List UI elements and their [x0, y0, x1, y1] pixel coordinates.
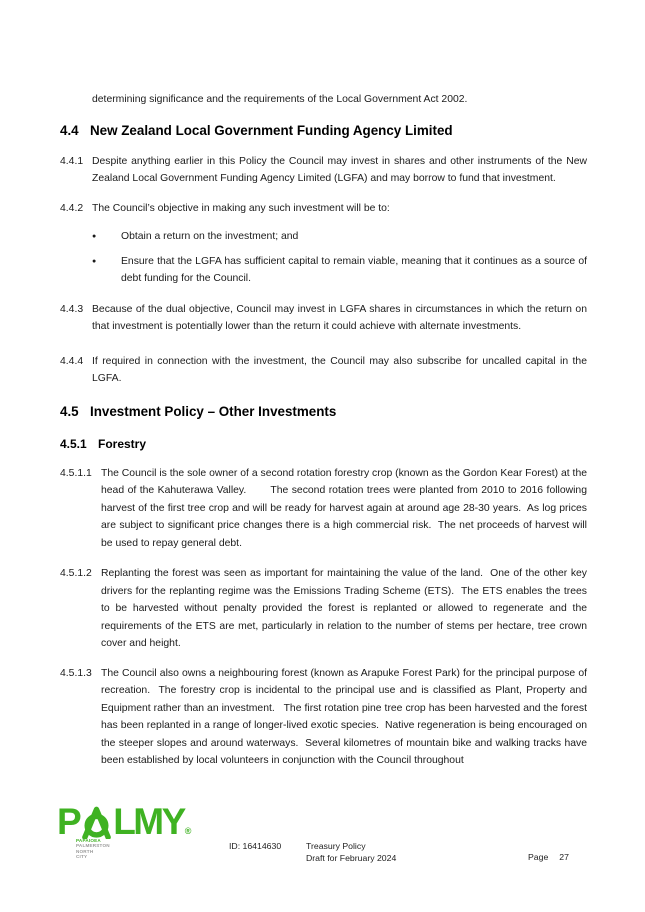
logo-letters-lmy: LMY	[113, 801, 184, 842]
registered-trademark-icon: ®	[184, 826, 192, 836]
clause-text: If required in connection with the investment, the Council may also subscribe for uncalled capital in the LGFA.	[92, 355, 587, 384]
logo-subtext-line: NORTH	[76, 848, 94, 854]
clause-text: Despite anything earlier in this Policy the Council may invest in shares and other instruments of the New Zealand Local Government Funding Agency Limited (LGFA) and may borrow to fund that investment.	[92, 155, 587, 184]
heading-4-5	[60, 403, 587, 420]
page-number-value: 27	[559, 852, 569, 862]
footer-document-subtitle: Draft for February 2024	[306, 852, 397, 863]
heading-number: 4.5	[60, 403, 79, 419]
palmy-a-mountain-icon	[81, 803, 112, 839]
logo-subtext-line: PALMERSTON	[76, 843, 110, 849]
heading-4-4	[60, 122, 587, 139]
bullet-text: Obtain a return on the investment; and	[121, 231, 299, 242]
clause-number: 4.4.1	[60, 155, 84, 167]
clause-4-4-4	[60, 353, 587, 388]
heading-title: New Zealand Local Government Funding Agency Limited	[90, 122, 453, 138]
footer-page-number	[528, 852, 569, 864]
paragraph-continuation: determining significance and the requirements of the Local Government Act 2002.	[92, 94, 468, 105]
bullet-icon: ●	[92, 257, 97, 265]
footer-document-title: Treasury Policy	[306, 841, 366, 851]
clause-4-5-1-2	[60, 565, 587, 653]
heading-number: 4.4	[60, 122, 79, 138]
clause-text: Because of the dual objective, Council may invest in LGFA shares in circumstances in which the return on that investment is potentially lower than the return it could achieve with alternate investments.	[92, 303, 587, 332]
clause-4-4-3	[60, 301, 587, 336]
palmy-logo	[57, 803, 191, 860]
clause-number: 4.4.3	[60, 303, 84, 315]
clause-number: 4.5.1.2	[60, 568, 92, 579]
clause-4-4-1	[60, 153, 587, 188]
footer-document-title-block	[306, 841, 396, 864]
clause-4-5-1-3	[60, 665, 587, 770]
bullet-icon: ●	[92, 233, 97, 240]
clause-4-5-1-1	[60, 465, 587, 553]
clause-number: 4.5.1.1	[60, 467, 92, 479]
clause-text: The Council also owns a neighbouring forest (known as Arapuke Forest Park) for the principal purpose of recreation. The forestry crop is incidental to the principal use and is classified as Plant, Property and Equipment rather than an investment. The first rotation pine tree crop has been harvested and the forest has been replanted in a range of longer-lived exotic species. Native regeneration is being encouraged on the steeper slopes and around waterways. Several kilometres of mountain bike and walking tracks have been established by local volunteers in conjunction with the Council throughout	[101, 667, 587, 766]
bullet-item	[92, 228, 587, 246]
logo-subtext-line: PAPAIOEA	[76, 838, 101, 843]
logo-subtext-line: CITY	[76, 854, 88, 860]
logo-letter-p: P	[57, 801, 80, 842]
clause-4-4-2	[60, 200, 587, 218]
clause-text: Replanting the forest was seen as important for maintaining the value of the land. One of the other key drivers for the replanting regime was the Emissions Trading Scheme (ETS). The ETS enables the trees to be harvested without penalty provided the forest is replanted or allowed to regenerate and the requirements of the ETS are met, particularly in relation to the number of stems per hectare, tree crown cover and height.	[101, 568, 587, 649]
clause-number: 4.4.2	[60, 202, 84, 214]
clause-text: The Council’s objective in making any such investment will be to:	[92, 202, 390, 214]
document-content	[60, 91, 587, 770]
page-word: Page	[528, 852, 549, 862]
bullet-text: Ensure that the LGFA has sufficient capital to remain viable, meaning that it continues as a source of debt funding for the Council.	[121, 255, 587, 284]
footer-document-id: ID: 16414630	[229, 841, 282, 851]
heading-4-5-1	[60, 436, 587, 452]
clause-number: 4.4.4	[60, 355, 84, 367]
heading-number: 4.5.1	[60, 436, 87, 451]
bullet-item	[92, 253, 587, 288]
heading-title: Forestry	[98, 436, 147, 451]
clause-text: The Council is the sole owner of a second rotation forestry crop (known as the Gordon Kear Forest) at the head of the Kahuterawa Valley. The second rotation trees were planted from 2010 to 2016 following harvest of the first tree crop and will be ready for harvest again at around age 28-30 years. As log prices are subject to significant price changes there is a high commercial risk. The net proceeds of harvest will be used to repay general debt.	[101, 467, 587, 549]
clause-number: 4.5.1.3	[60, 667, 92, 679]
heading-title: Investment Policy – Other Investments	[90, 403, 337, 419]
